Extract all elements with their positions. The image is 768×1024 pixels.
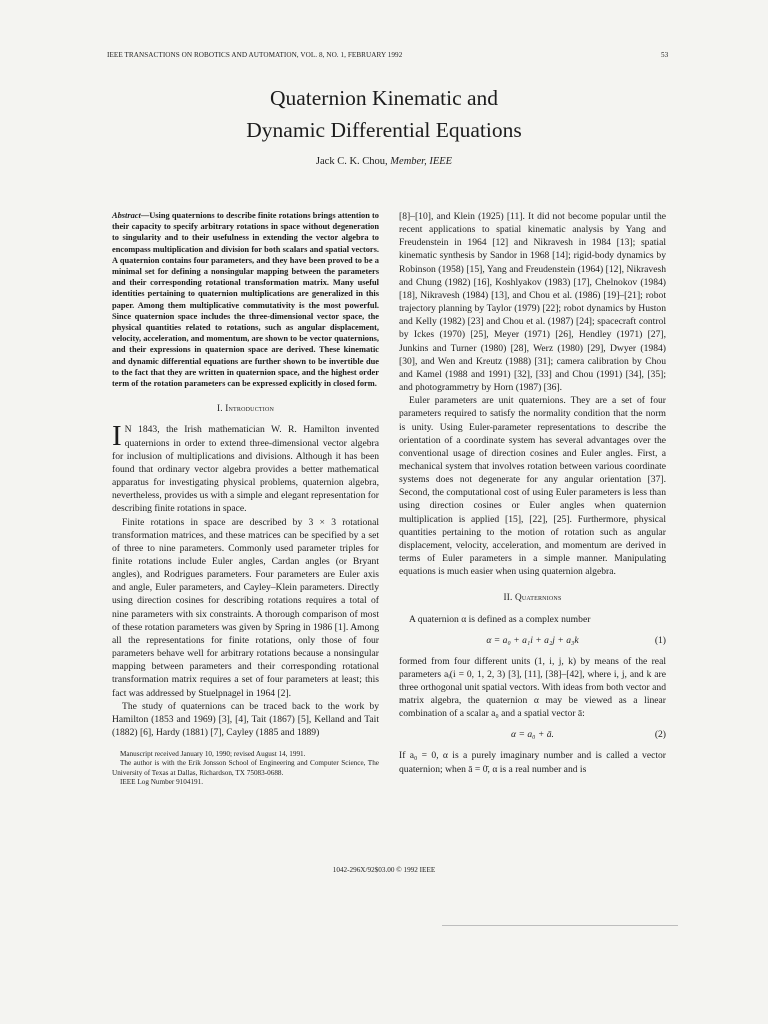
section-2-title: Quaternions <box>515 592 562 603</box>
section-2-number: II. <box>503 592 513 603</box>
intro-paragraph-1-text: N 1843, the Irish mathematician W. R. Hamilton invented quaternions in order to extend three-dimensional vector algebra for inclusion of multiplications and divisions. Although it has been found that ordinary vector algebra provides a better mathematical apparatus for investigating physical problems, quaternion algebra, nevertheless, provides us with a simple and elegant representation for describing finite rotations in space. <box>112 424 379 515</box>
footnote-received: Manuscript received January 10, 1990; revised August 14, 1991. <box>120 750 306 759</box>
right-column <box>399 210 666 776</box>
intro-paragraph-3: The study of quaternions can be traced back to the work by Hamilton (1853 and 1969) [3], [4], Tait (1867) [5], Kelland and Tait (1882) [6], Hardy (1881) [7], Cayley (1885 and 1889) <box>112 700 379 738</box>
intro-paragraph-1 <box>112 420 379 515</box>
paper-title-line-1: Quaternion Kinematic and <box>269 86 499 110</box>
footnote-log-number: IEEE Log Number 9104191. <box>120 777 204 786</box>
abstract-text: —Using quaternions to describe finite rotations brings attention to their capacity to specify arbitrary rotations in space without degeneration to singularity and to their usefulness in extending the vector algebra to encompass multiplication and division for both scalars and spatial vectors. A quaternion contains four parameters, and they have been proved to be a minimal set for defining a nonsingular mapping between the parameters and their corresponding rotational transformation matrix. Many useful identities pertaining to quaternion multiplications are generalized in this paper. Among them multiplicative commutativity is the most powerful. Since quaternion space includes the three-dimensional vector space, the physical quantities related to rotations, such as angular displacement, velocity, acceleration, and momentum, are shown to be vector quaternions, and their expressions in quaternion space are derived. These kinematic and dynamic differential equations are further shown to be invertible due to the fact that they are written in quaternion space, and the highest order term of the rotation parameters can be expressed explicitly in closed form. <box>112 211 379 389</box>
running-head: IEEE TRANSACTIONS ON ROBOTICS AND AUTOMATION, VOL. 8, NO. 1, FEBRUARY 1992 <box>107 51 403 59</box>
intro-paragraph-2: Finite rotations in space are described by 3 × 3 rotational transformation matrices, and these matrices can be specified by a set of three to nine parameters. Commonly used parameter triples for finite rotations include Euler angles, Cardan angles (or Bryant angles), and Rodrigues parameters. Four parameters are Euler axis and angle, Euler parameters, and Cayley–Klein parameters. Directly using direction cosines for describing rotations requires a total of nine parameters with six constraints. A thorough comparison of most of these rotation parameters was given by Spring in 1986 [1]. Among all the representations for finite rotations, only those of four parameters behave well for arbitrary rotations because a nonsingular mapping between parameters and their corresponding rotational transformation matrix requires a set of four parameters at least; this fact was addressed by Stuelpnagel in 1964 [2]. <box>112 516 379 699</box>
equation-2 <box>399 725 666 745</box>
abstract-lead: Abstract <box>112 211 141 220</box>
author-name: Jack C. K. Chou, <box>315 156 388 167</box>
equation-2-body: α = a₀ + ā. <box>511 729 554 741</box>
drop-cap: I <box>112 420 122 453</box>
author-affiliation: Member, IEEE <box>390 156 453 167</box>
footnote <box>112 750 379 787</box>
footnote-affiliation: The author is with the Erik Jonsson School of Engineering and Computer Science, The University of Texas at Dallas, Richardson, TX 75083-0688. <box>112 759 379 777</box>
intro-continuation: [8]–[10], and Klein (1925) [11]. It did not become popular until the recent applications to spatial kinematic analysis by Yang and Freudenstein in 1964 [12] and Nikravesh in 1984 [13]; spatial kinematic synthesis by Sandor in 1968 [14]; rigid-body dynamics by Robinson (1958) [15], Yang and Freudenstein (1964) [12], Nikravesh and Chung (1982) [16], Koshlyakov (1983) [17], Chelnokov (1984) [18], Nikravesh (1984) [13], and Chou et al. (1986) [19]–[21]; robot trajectory planning by Taylor (1979) [22]; robot dynamics by Huston and Kelly (1982) [23] and Chou et al. (1987) [24]; spacecraft control by Ickes (1970) [25], Meyer (1971) [26], Hendley (1971) [27], Junkins and Turner (1980) [28], Werz (1980) [29], Dwyer (1984) [30], and Wen and Kreutz (1988) [31]; camera calibration by Chou and Kamel (1988 and 1991) [32], [33] and Chou (1991) [34], [35]; and photogrammetry by Horn (1987) [36]. <box>399 211 666 394</box>
section-2-heading <box>399 591 666 604</box>
vector-quaternion-paragraph: If a₀ = 0, α is a purely imaginary number and is called a vector quaternion; when ā = 0̄, α is a real number and is <box>399 750 666 775</box>
section-1-heading <box>112 402 379 415</box>
author-line <box>0 156 768 167</box>
equation-1 <box>399 631 666 651</box>
equation-2-number: (2) <box>654 729 666 741</box>
formed-paragraph: formed from four different units (1, i, j, k) by means of the real parameters aᵢ(i = 0, 1, 2, 3) [3], [11], [38]–[42], where i, j, and k are three orthogonal unit spatial vectors. With ideas from both vector and matrix algebra, the quaternion α may be viewed as a linear combination of a scalar a₀ and a spatial vector ā: <box>399 655 666 720</box>
quaternion-definition: A quaternion α is defined as a complex number <box>409 613 591 625</box>
abstract <box>112 210 379 389</box>
copyright-line: 1042-296X/92$03.00 © 1992 IEEE <box>332 866 436 874</box>
page-number: 53 <box>661 51 669 59</box>
section-1-title: Introduction <box>225 403 275 414</box>
equation-1-body: α = a₀ + a₁i + a₂j + a₃k <box>486 634 579 646</box>
euler-paragraph: Euler parameters are unit quaternions. They are a set of four parameters required to satisfy the normality condition that the norm is unity. Using Euler-parameter representations to describe the orientation of a coordinate system has several advantages over the conventional usage of direction cosines and Euler angles. First, a mechanical system that involves rotation between various coordinate systems does not degenerate for any angular orientation [37]. Second, the computational cost of using Euler parameters is less than using direction cosines or Euler angles when quaternion multiplication is applied [15], [22], [25]. Furthermore, physical quantities pertaining to the motion of rotation such as angular displacement, velocity, acceleration, and momentum are derived in terms of Euler parameters in a simple manner. Manipulating equations is much easier when using quaternion algebra. <box>399 395 666 578</box>
left-column <box>112 210 379 787</box>
scan-line-divider <box>442 925 678 926</box>
section-1-number: I. <box>216 403 223 414</box>
paper-title-line-2: Dynamic Differential Equations <box>246 118 522 142</box>
equation-1-number: (1) <box>654 634 666 646</box>
